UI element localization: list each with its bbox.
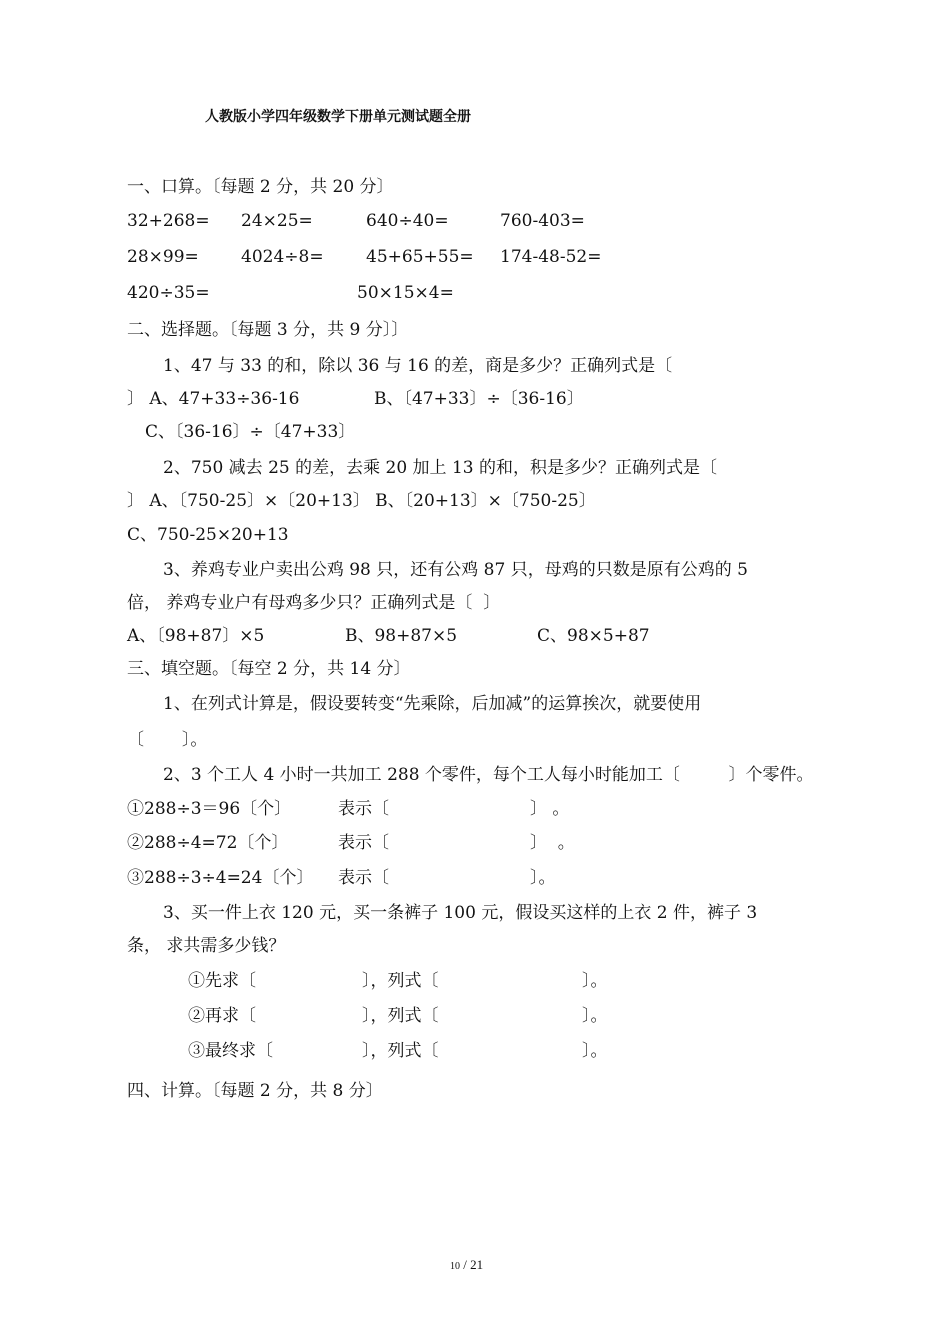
- total-pages: / 21: [463, 1257, 484, 1272]
- oral-calc-item: 760-403=: [500, 211, 585, 231]
- fill-q3-stem-cont: 条， 求共需多少钱？: [127, 936, 286, 956]
- oral-calc-item: 420÷35=: [127, 283, 210, 303]
- fill-q2-meaning: 表示〔: [338, 799, 389, 819]
- choice-q2-stem: 2、750 减去 25 的差，去乘 20 加上 13 的和，积是多少？正确列式是〔: [163, 458, 717, 478]
- fill-q2-stem: 2、3 个工人 4 小时一共加工 288 个零件，每个工人每小时能加工〔 〕个零件。: [163, 765, 814, 785]
- fill-q3-stem: 3、买一件上衣 120 元，买一条裤子 100 元，假设买这样的上衣 2 件，裤子 3: [163, 903, 758, 923]
- fill-q2-meaning: 表示〔: [338, 868, 389, 888]
- page-number: [450, 1254, 483, 1278]
- choice-q3-option-c: C、98×5+87: [537, 626, 650, 646]
- section2-heading: 二、选择题。〔每题 3 分，共 9 分〕〕: [127, 320, 409, 340]
- fill-q2-expr: ③288÷3÷4=24〔个〕: [127, 868, 314, 888]
- oral-calc-item: 50×15×4=: [357, 283, 454, 303]
- fill-q1-stem: 1、在列式计算是，假设要转变“先乘除，后加减”的运算挨次，就要使用: [163, 694, 702, 714]
- choice-q3-stem-cont: 倍， 养鸡专业户有母鸡多少只？正确列式是〔 〕: [127, 593, 501, 613]
- choice-q1-stem: 1、47 与 33 的和，除以 36 与 16 的差，商是多少？正确列式是〔: [163, 356, 673, 376]
- choice-q3-option-a: A、〔98+87〕×5: [127, 626, 265, 646]
- fill-q2-close: 〕。: [530, 868, 556, 888]
- choice-q1-option-c: C、〔36-16〕÷〔47+33〕: [145, 422, 356, 442]
- fill-q3-step-formula: 〕，列式〔: [362, 1041, 439, 1061]
- oral-calc-item: 174-48-52=: [500, 247, 602, 267]
- choice-q1-option-b: B、〔47+33〕÷〔36-16〕: [374, 389, 584, 409]
- oral-calc-item: 4024÷8=: [241, 247, 324, 267]
- choice-q2-options-ab: 〕 A、〔750-25〕×〔20+13〕 B、〔20+13〕×〔750-25〕: [127, 491, 596, 511]
- fill-q2-expr: ①288÷3＝96〔个〕: [127, 799, 292, 819]
- fill-q2-close: 〕 。: [530, 799, 570, 819]
- fill-q2-close: 〕 。: [530, 833, 575, 853]
- section4-heading: 四、计算。〔每题 2 分，共 8 分〕: [127, 1081, 383, 1101]
- fill-q2-meaning: 表示〔: [338, 833, 389, 853]
- document-title: 人教版小学四年级数学下册单元测试题全册: [205, 109, 471, 125]
- choice-q2-option-c: C、750-25×20+13: [127, 525, 289, 545]
- choice-q3-option-b: B、98+87×5: [345, 626, 458, 646]
- choice-q3-stem: 3、养鸡专业户卖出公鸡 98 只，还有公鸡 87 只，母鸡的只数是原有公鸡的 5: [163, 560, 748, 580]
- oral-calc-item: 24×25=: [241, 211, 313, 231]
- choice-q1-option-a: 〕 A、47+33÷36-16: [127, 389, 300, 409]
- fill-q3-step-end: 〕。: [582, 1041, 608, 1061]
- fill-q2-expr: ②288÷4=72〔个〕: [127, 833, 289, 853]
- current-page-number: 10: [450, 1261, 460, 1272]
- oral-calc-item: 45+65+55=: [366, 247, 474, 267]
- fill-q3-step-label: ①先求〔: [188, 971, 256, 991]
- fill-q3-step-end: 〕。: [582, 1006, 608, 1026]
- fill-q3-step-end: 〕。: [582, 971, 608, 991]
- oral-calc-item: 28×99=: [127, 247, 199, 267]
- section3-heading: 三、填空题。〔每空 2 分，共 14 分〕: [127, 659, 411, 679]
- oral-calc-item: 32+268=: [127, 211, 210, 231]
- oral-calc-item: 640÷40=: [366, 211, 449, 231]
- fill-q3-step-formula: 〕，列式〔: [362, 971, 439, 991]
- fill-q3-step-label: ③最终求〔: [188, 1041, 273, 1061]
- section1-heading: 一、口算。〔每题 2 分，共 20 分〕: [127, 177, 394, 197]
- fill-q3-step-formula: 〕，列式〔: [362, 1006, 439, 1026]
- fill-q3-step-label: ②再求〔: [188, 1006, 256, 1026]
- fill-q1-blank: 〔 〕。: [127, 730, 208, 750]
